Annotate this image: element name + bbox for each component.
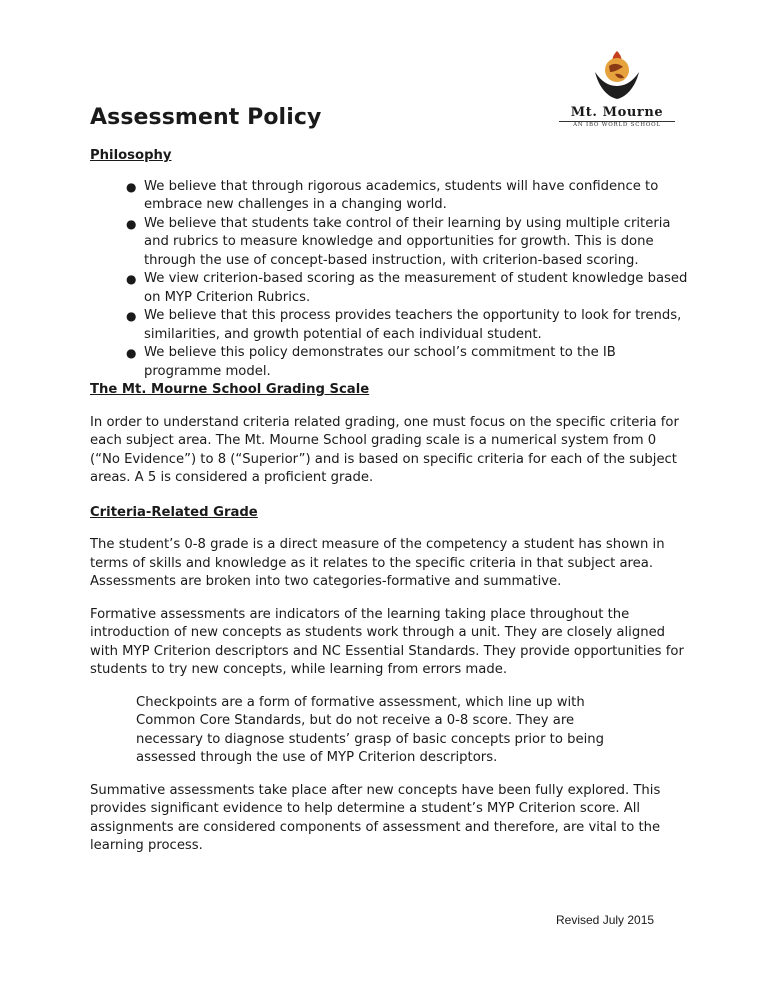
criteria-grade-heading: Criteria-Related Grade bbox=[90, 504, 258, 520]
list-item-text: We believe that this process provides teachers the opportunity to look for trends, similarities, and growth potential of each individual student. bbox=[144, 308, 682, 342]
list-item-text: We view criterion-based scoring as the measurement of student knowledge based on MYP Criterion Rubrics. bbox=[144, 271, 688, 305]
list-item bbox=[90, 344, 690, 381]
page-title: Assessment Policy bbox=[90, 105, 322, 130]
document-body bbox=[90, 103, 690, 856]
list-item-text: We believe this policy demonstrates our school’s commitment to the IB programme model. bbox=[144, 345, 616, 379]
revision-footer: Revised July 2015 bbox=[556, 913, 655, 927]
philosophy-heading: Philosophy bbox=[90, 148, 172, 163]
checkpoints-paragraph: Checkpoints are a form of formative assessment, which line up with Common Core Standards, but do not receive a 0-8 score. They are necessary to diagnose students’ grasp of basic concepts prior to being assessed through the use of MYP Criterion descriptors. bbox=[136, 694, 604, 765]
school-emblem-icon bbox=[590, 48, 644, 102]
bullet-icon: ● bbox=[126, 346, 137, 360]
list-item bbox=[90, 215, 690, 271]
bullet-icon: ● bbox=[126, 216, 137, 231]
bullet-icon: ● bbox=[126, 309, 137, 323]
philosophy-list bbox=[90, 178, 690, 382]
list-item-text: We believe that through rigorous academics, students will have confidence to embrace new challenges in a changing world. bbox=[144, 178, 659, 212]
bullet-icon: ● bbox=[126, 179, 137, 194]
list-item bbox=[90, 307, 690, 344]
list-item-text: We believe that students take control of their learning by using multiple criteria and rubrics to measure knowledge and opportunities for growth. This is done through the use of concept-based instruction, with criterion-based scoring. bbox=[144, 215, 671, 268]
bullet-icon: ● bbox=[126, 272, 137, 286]
list-item bbox=[90, 178, 690, 215]
grading-scale-paragraph: In order to understand criteria related grading, one must focus on the specific criteria for each subject area. The Mt. Mourne School grading scale is a numerical system from 0 (“No Evidence”) to 8 (“Superior”) and is based on specific criteria for each of the subject areas. A 5 is considered a proficient grade. bbox=[90, 414, 679, 485]
school-name: Mt. Mourne bbox=[570, 105, 664, 120]
grading-scale-heading: The Mt. Mourne School Grading Scale bbox=[90, 382, 370, 397]
criteria-grade-paragraph: The student’s 0-8 grade is a direct measure of the competency a student has shown in terms of skills and knowledge as it relates to the specific criteria in that subject area. Assessments are broken into two categories-formative and summative. bbox=[90, 537, 665, 589]
school-tagline: AN IBO WORLD SCHOOL bbox=[573, 122, 661, 128]
list-item bbox=[90, 270, 690, 307]
formative-paragraph: Formative assessments are indicators of the learning taking place throughout the introduction of new concepts as students work through a unit. They are closely aligned with MYP Criterion descriptors and NC Essential Standards. They provide opportunities for students to try new concepts, while learning from errors made. bbox=[90, 606, 684, 677]
summative-paragraph: Summative assessments take place after new concepts have been fully explored. This provides significant evidence to help determine a student’s MYP Criterion score. All assignments are considered components of assessment and therefore, are vital to the learning process. bbox=[90, 782, 661, 853]
